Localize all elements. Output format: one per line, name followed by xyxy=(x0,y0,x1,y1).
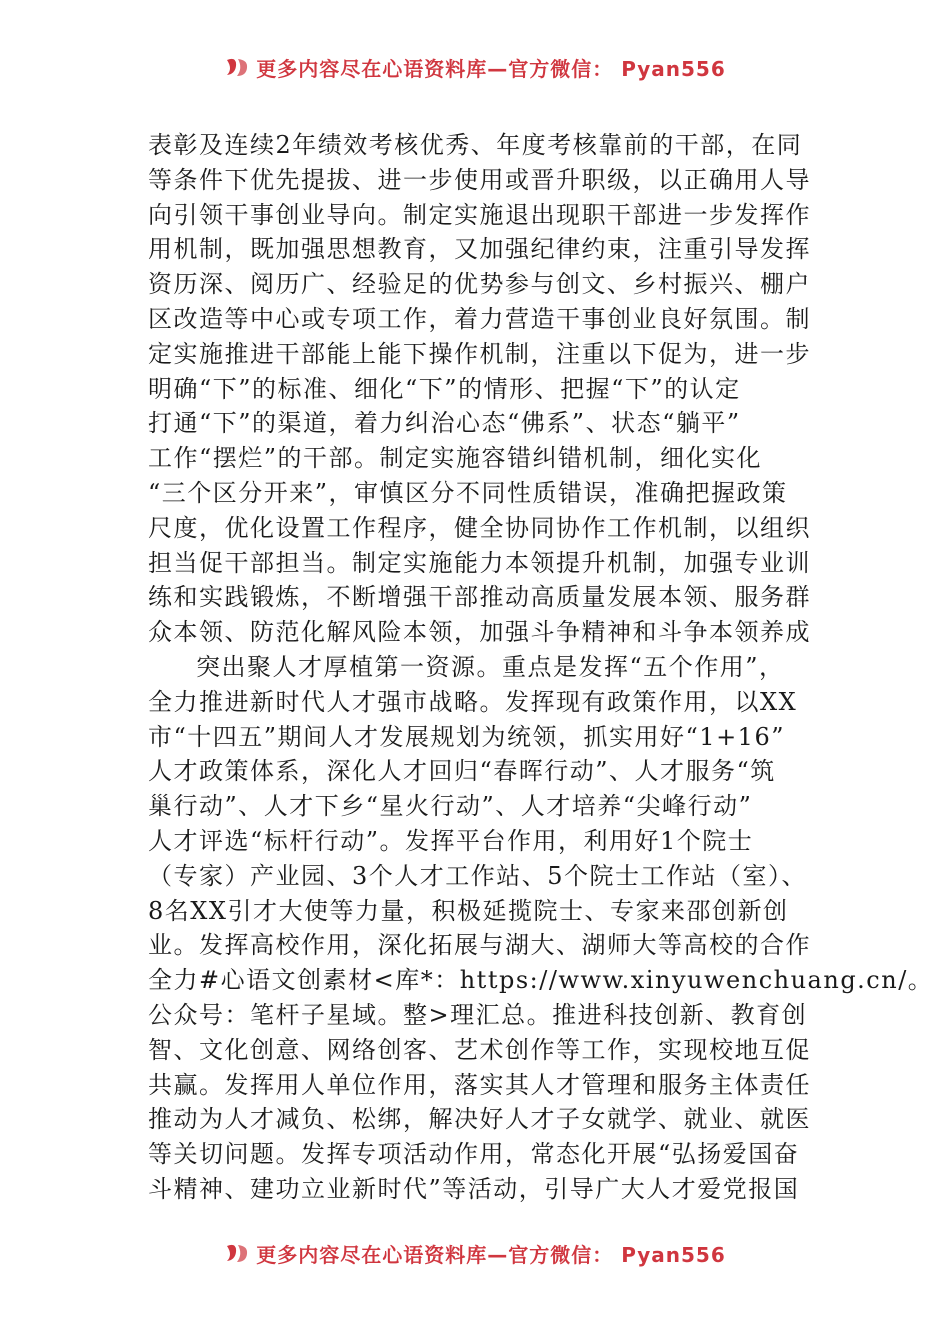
text-line: 担当促干部担当。制定实施能力本领提升机制，加强专业训 xyxy=(148,548,811,577)
text-line: 推动为人才减负、松绑，解决好人才子女就学、就业、就医 xyxy=(148,1105,811,1134)
text-line: （专家）产业园、3个人才工作站、5个院士工作站（室）、 xyxy=(148,861,808,890)
text-line: 明确“下”的标准、细化“下”的情形、把握“下”的认定 xyxy=(148,374,741,403)
text-line: 智、文化创意、网络创客、艺术创作等工作，实现校地互促 xyxy=(148,1035,811,1064)
paragraph-start-line: 突出聚人才厚植第一资源。重点是发挥“五个作用”， xyxy=(196,652,785,681)
text-line: 等条件下优先提拔、进一步使用或晋升职级，以正确用人导 xyxy=(148,165,811,194)
text-line: “三个区分开来”，审慎区分不同性质错误，准确把握政策 xyxy=(148,478,788,507)
text-line: 工作“摆烂”的干部。制定实施容错纠错机制，细化实化 xyxy=(148,444,763,473)
text-line: 共赢。发挥用人单位作用，落实其人才管理和服务主体责任 xyxy=(148,1070,811,1099)
text-line: 人才评选“标杆行动”。发挥平台作用，利用好1个院士 xyxy=(148,826,754,855)
watermark-footer xyxy=(0,1238,950,1268)
watermark-text: 更多内容尽在心语资料库—官方微信： Pyan556 xyxy=(256,1242,726,1267)
text-line: 区改造等中心或专项工作，着力营造干事创业良好氛围。制 xyxy=(148,304,811,333)
text-line: 市“十四五”期间人才发展规划为统领，抓实用好“1+16” xyxy=(148,722,785,751)
text-line: 表彰及连续2年绩效考核优秀、年度考核靠前的干部，在同 xyxy=(148,131,803,159)
text-line: 众本领、防范化解风险本领，加强斗争精神和斗争本领养成 xyxy=(148,618,811,647)
text-line: 8名XX引才大使等力量，积极延揽院士、专家来邵创新创 xyxy=(148,896,789,925)
logo-icon xyxy=(224,1242,250,1264)
document-body xyxy=(148,128,934,1207)
text-line: 人才政策体系，深化人才回归“春晖行动”、人才服务“筑 xyxy=(148,757,776,786)
text-line: 巢行动”、人才下乡“星火行动”、人才培养“尖峰行动” xyxy=(148,792,753,821)
watermark-text: 更多内容尽在心语资料库—官方微信： Pyan556 xyxy=(256,56,726,81)
text-line: 等关切问题。发挥专项活动作用，常态化开展“弘扬爱国奋 xyxy=(148,1140,800,1169)
text-line: 资历深、阅历广、经验足的优势参与创文、乡村振兴、棚户 xyxy=(148,270,811,299)
text-line: 业。发挥高校作用，深化拓展与湖大、湖师大等高校的合作 xyxy=(148,931,811,960)
text-line: 用机制，既加强思想教育，又加强纪律约束，注重引导发挥 xyxy=(148,235,811,264)
text-line: 打通“下”的渠道，着力纠治心态“佛系”、状态“躺平” xyxy=(148,409,741,438)
text-line: 全力#心语文创素材<库*：https://www.xinyuwenchuang.cn/。 xyxy=(148,966,934,995)
text-line: 斗精神、建功立业新时代”等活动，引导广大人才爱党报国 xyxy=(148,1174,800,1203)
text-line: 全力推进新时代人才强市战略。发挥现有政策作用，以XX xyxy=(148,687,798,716)
text-line: 向引领干事创业导向。制定实施退出现职干部进一步发挥作 xyxy=(148,200,811,229)
text-line: 公众号：笔杆子星域。整>理汇总。推进科技创新、教育创 xyxy=(148,1000,808,1029)
text-line: 尺度，优化设置工作程序，健全协同协作工作机制，以组织 xyxy=(148,513,811,542)
logo-icon xyxy=(224,56,250,78)
text-line: 练和实践锻炼，不断增强干部推动高质量发展本领、服务群 xyxy=(148,583,811,612)
watermark-header xyxy=(0,52,950,82)
text-line: 定实施推进干部能上能下操作机制，注重以下促为，进一步 xyxy=(148,339,811,368)
